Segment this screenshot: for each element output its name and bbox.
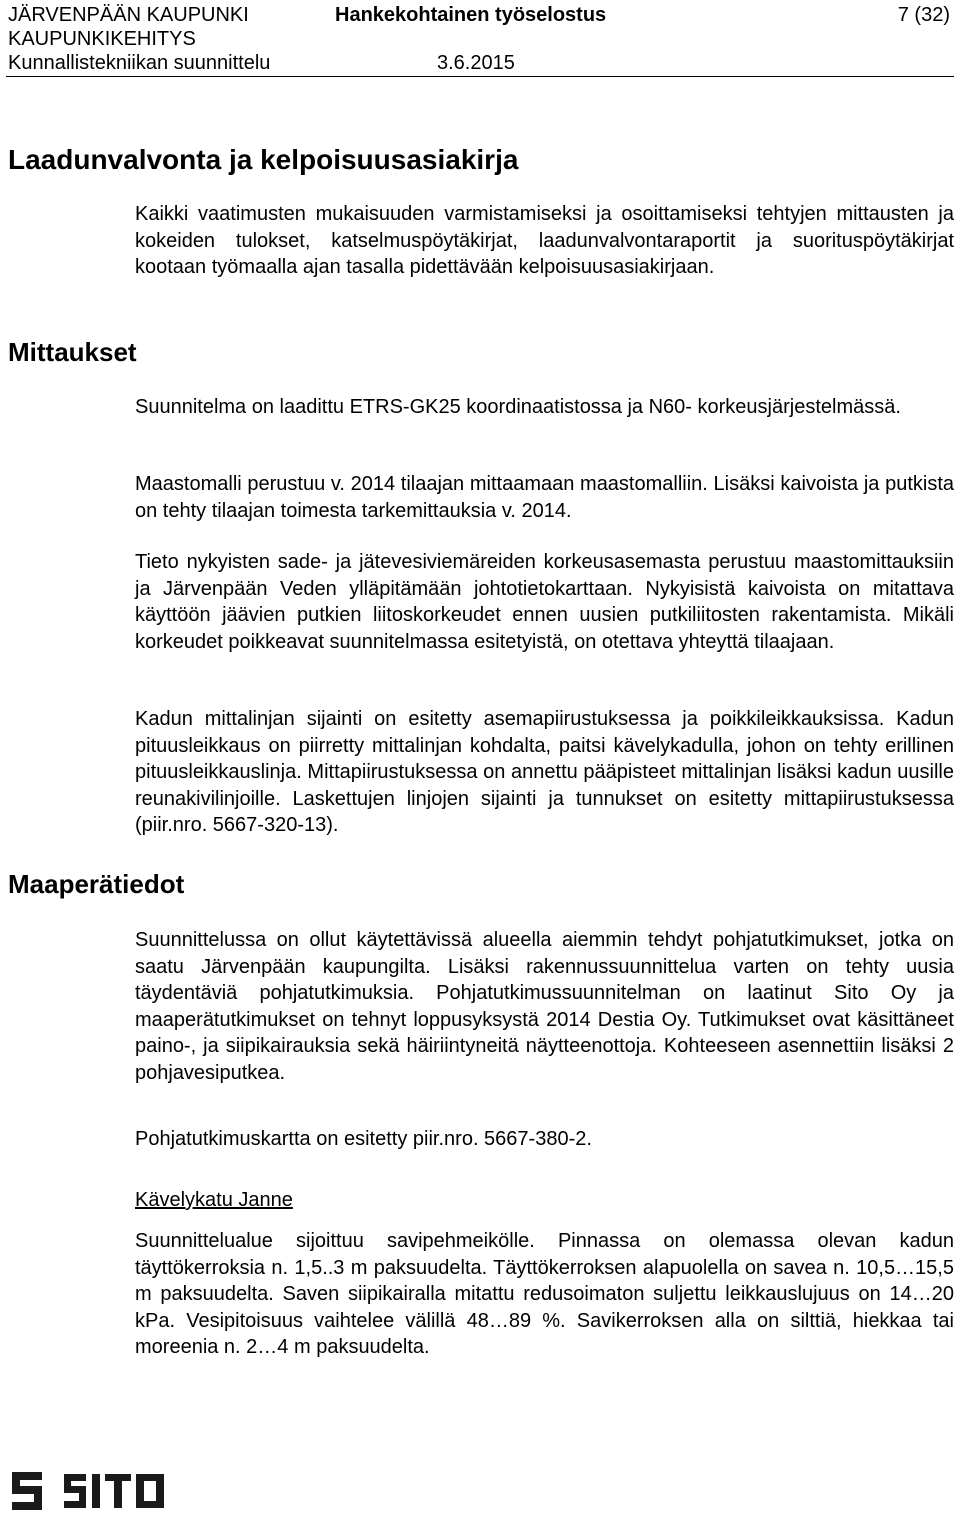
paragraph-sewer-heights: Tieto nykyisten sade- ja jätevesiviemäreiden korkeusasemasta perustuu maastomittauksiin ja Järvenpään Veden ylläpitämään johtotietokarttaan. Nykyisistä kaivoista on mitattava käyttöön jäävien putkien liitoskorkeudet ennen uusien putkiliitosten rakentamista. Mikäli korkeudet poikkeavat suunnitelmassa esitetyistä, on otettava yhteyttä tilaajaan. xyxy=(135,551,954,653)
page-number: 7 (32) xyxy=(897,4,950,26)
header-divider xyxy=(6,76,954,77)
sito-logo xyxy=(6,1466,186,1516)
paragraph-soil-conditions: Suunnittelualue sijoittuu savipehmeikölle. Pinnassa on olemassa olevan kadun täyttökerroksia n. 1,5..3 m paksuudelta. Täyttökerroksen alapuolella on savea n. 10,5…15,5 m paksuudelta. Saven siipikairalla mitattu redusoimaton suljettu leikkauslujuus on 14…20 kPa. Vesipitoisuus vaihtelee välillä 48…89 %. Savikerroksen alla on silttiä, hiekkaa tai moreenia n. 2…4 m paksuudelta. xyxy=(135,1230,954,1359)
paragraph-coordinate-system: Suunnitelma on laadittu ETRS-GK25 koordinaatistossa ja N60- korkeusjärjestelmässä. xyxy=(135,396,901,418)
org-department: KAUPUNKIKEHITYS xyxy=(8,28,196,50)
page-header xyxy=(0,0,960,80)
org-name: JÄRVENPÄÄN KAUPUNKI xyxy=(8,4,249,26)
org-unit: Kunnallistekniikan suunnittelu xyxy=(8,52,271,74)
paragraph-survey-line: Kadun mittalinjan sijainti on esitetty asemapiirustuksessa ja poikkileikkauksissa. Kadun pituusleikkaus on piirretty mittalinjan kohdalta, paitsi kävelykadulla, johon on tehty erillinen pituusleikkauslinja. Mittapiirustuksessa on annettu pääpisteet mittalinjan lisäksi kadun uusille reunakivilinjoille. Laskettujen linjojen sijainti ja tunnukset on esitetty mittapiirustuksessa (piir.nro. 5667-320-13). xyxy=(135,708,954,837)
document-date: 3.6.2015 xyxy=(437,52,515,74)
paragraph-quality-control: Kaikki vaatimusten mukaisuuden varmistamiseksi ja osoittamiseksi tehtyjen mittausten ja kokeiden tulokset, katselmuspöytäkirjat, laadunvalvontaraportit ja suorituspöytäkirjat kootaan työmaalla ajan tasalla pidettävään kelpoisuusasiakirjaan. xyxy=(135,203,954,279)
subheading-kavelykatu: Kävelykatu Janne xyxy=(135,1189,293,1211)
sito-logo-graphic xyxy=(6,1466,186,1516)
section-heading: Laadunvalvonta ja kelpoisuusasiakirja xyxy=(8,144,519,175)
paragraph-terrain-model: Maastomalli perustuu v. 2014 tilaajan mittaamaan maastomalliin. Lisäksi kaivoista ja putkista on tehty tilaajan toimesta tarkemittauksia v. 2014. xyxy=(135,473,954,522)
paragraph-soil-map-reference: Pohjatutkimuskartta on esitetty piir.nro. 5667-380-2. xyxy=(135,1128,592,1150)
side-heading-maaperatiedot: Maaperätiedot xyxy=(8,869,185,899)
document-title: Hankekohtainen työselostus xyxy=(335,4,607,26)
paragraph-soil-investigations: Suunnittelussa on ollut käytettävissä alueella aiemmin tehdyt pohjatutkimukset, jotka on saatu Järvenpään kaupungilta. Lisäksi rakennussuunnittelua varten on tehty uusia täydentäviä pohjatutkimuksia. Pohjatutkimussuunnitelman on laatinut Sito Oy ja maaperätutkimukset on tehnyt loppusyksystä 2014 Destia Oy. Tutkimukset ovat käsittäneet paino-, ja siipikairauksia sekä häiriintyneitä näytteenottoja. Kohteeseen asennettiin lisäksi 2 pohjavesiputkea. xyxy=(135,929,954,1084)
side-heading-mittaukset: Mittaukset xyxy=(8,337,137,367)
